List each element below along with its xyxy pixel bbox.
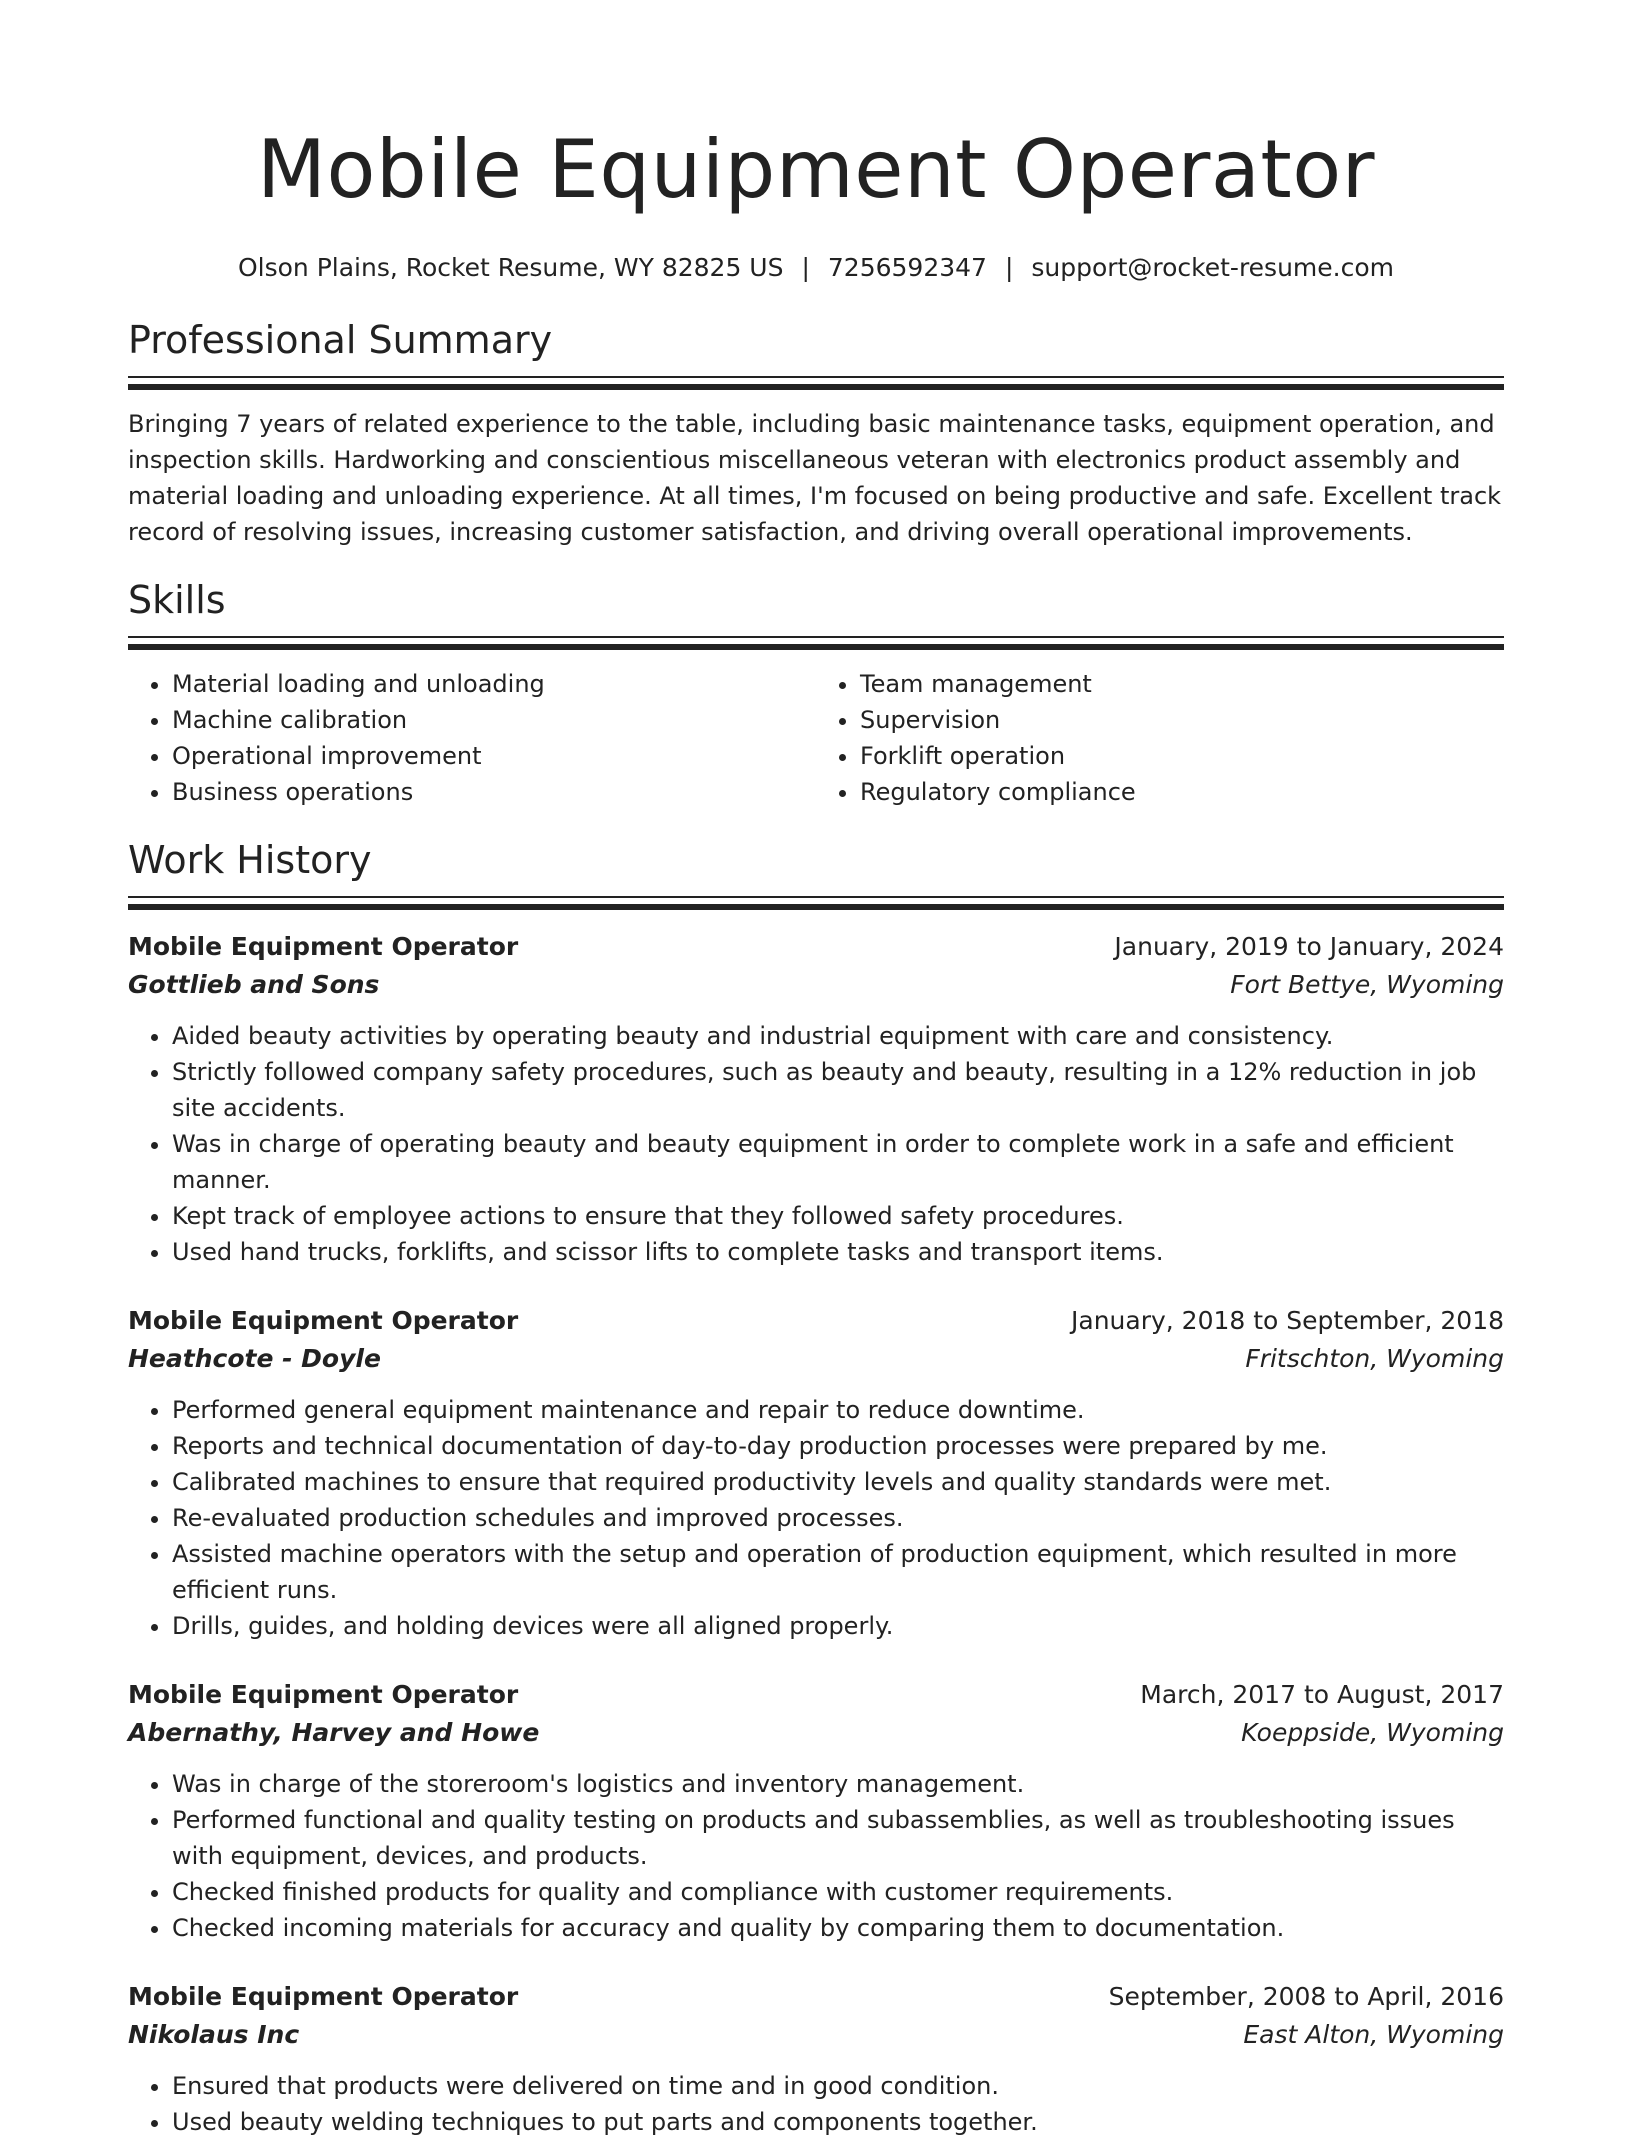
skills-columns (128, 666, 1504, 810)
section-divider (128, 636, 1504, 638)
contact-email: support@rocket-resume.com (1031, 253, 1395, 282)
job-header-row (128, 1676, 1504, 1714)
section-divider (128, 904, 1504, 910)
section-title-work-history: Work History (128, 838, 372, 882)
job-title: Mobile Equipment Operator (128, 932, 519, 961)
skill-item: • Team management (860, 666, 1504, 702)
job-bullet: • Checked finished products for quality and compliance with customer requirements. (172, 1874, 1504, 1910)
job-company: Nikolaus Inc (128, 2020, 300, 2049)
job-bullet: • Drills, guides, and holding devices were all aligned properly. (172, 1608, 1504, 1644)
job-dates: January, 2019 to January, 2024 (1114, 932, 1504, 961)
skills-section (128, 576, 1504, 810)
job-entry (128, 1676, 1504, 1946)
job-bullet: • Reports and technical documentation of day-to-day production processes were prepared by me. (172, 1428, 1504, 1464)
job-title: Mobile Equipment Operator (128, 1982, 519, 2011)
job-bullets (128, 1766, 1504, 1946)
job-company-row (128, 1714, 1504, 1752)
section-divider (128, 376, 1504, 378)
contact-separator: | (1004, 253, 1014, 282)
job-bullet: • Calibrated machines to ensure that required productivity levels and quality standards were met. (172, 1464, 1504, 1500)
job-bullet: • Strictly followed company safety procedures, such as beauty and beauty, resulting in a 12% reduction in job site accidents. (172, 1054, 1504, 1126)
job-header-row (128, 928, 1504, 966)
section-divider (128, 384, 1504, 390)
job-bullets (128, 2068, 1504, 2140)
job-entry (128, 1302, 1504, 1644)
job-header-row (128, 1302, 1504, 1340)
section-title-skills: Skills (128, 578, 226, 622)
summary-text: Bringing 7 years of related experience to the table, including basic maintenance tasks, equipment operation, and inspection skills. Hardworking and conscientious miscellaneous veteran with electronics product assembly and material loading and unloading experience. At all times, I'm focused on being productive and safe. Excellent track record of resolving issues, increasing customer satisfaction, and driving overall operational improvements. (128, 410, 1502, 546)
job-bullet: • Was in charge of the storeroom's logistics and inventory management. (172, 1766, 1504, 1802)
resume-content (128, 0, 1504, 2136)
job-company: Heathcote - Doyle (128, 1344, 381, 1373)
job-company-row (128, 1340, 1504, 1378)
job-company-row (128, 966, 1504, 1004)
work-history-section (128, 836, 1504, 2140)
contact-phone: 7256592347 (827, 253, 987, 282)
job-bullet: • Used beauty welding techniques to put parts and components together. (172, 2104, 1504, 2140)
candidate-name: Mobile Equipment Operator (256, 123, 1376, 216)
skills-list-right (816, 666, 1504, 810)
job-company: Abernathy, Harvey and Howe (128, 1718, 540, 1747)
job-title: Mobile Equipment Operator (128, 1680, 519, 1709)
professional-summary-section (128, 316, 1504, 574)
job-location: Koeppside, Wyoming (1241, 1718, 1504, 1747)
job-bullet: • Re-evaluated production schedules and improved processes. (172, 1500, 1504, 1536)
job-bullets (128, 1018, 1504, 1270)
skill-item: • Business operations (172, 774, 816, 810)
job-bullet: • Used hand trucks, forklifts, and scissor lifts to complete tasks and transport items. (172, 1234, 1504, 1270)
job-bullet: • Checked incoming materials for accuracy and quality by comparing them to documentation. (172, 1910, 1504, 1946)
job-bullet: • Aided beauty activities by operating beauty and industrial equipment with care and consistency. (172, 1018, 1504, 1054)
job-bullet: • Ensured that products were delivered on time and in good condition. (172, 2068, 1504, 2104)
skill-item: • Material loading and unloading (172, 666, 816, 702)
job-location: East Alton, Wyoming (1243, 2020, 1504, 2049)
job-bullet: • Performed general equipment maintenance and repair to reduce downtime. (172, 1392, 1504, 1428)
job-bullet: • Kept track of employee actions to ensure that they followed safety procedures. (172, 1198, 1504, 1234)
job-title: Mobile Equipment Operator (128, 1306, 519, 1335)
job-dates: January, 2018 to September, 2018 (1071, 1306, 1504, 1335)
job-company-row (128, 2016, 1504, 2054)
skills-list-left (128, 666, 816, 810)
job-header-row (128, 1978, 1504, 2016)
skill-item: • Machine calibration (172, 702, 816, 738)
job-dates: March, 2017 to August, 2017 (1140, 1680, 1504, 1709)
skill-item: • Operational improvement (172, 738, 816, 774)
section-divider (128, 896, 1504, 898)
job-bullets (128, 1392, 1504, 1644)
job-location: Fritschton, Wyoming (1245, 1344, 1504, 1373)
job-bullet: • Performed functional and quality testing on products and subassemblies, as well as troubleshooting issues with equipment, devices, and products. (172, 1802, 1504, 1874)
job-location: Fort Bettye, Wyoming (1230, 970, 1504, 999)
skill-item: • Forklift operation (860, 738, 1504, 774)
contact-line (128, 250, 1504, 286)
section-divider (128, 644, 1504, 650)
job-company: Gottlieb and Sons (128, 970, 380, 999)
job-entry (128, 1978, 1504, 2140)
skill-item: • Regulatory compliance (860, 774, 1504, 810)
job-dates: September, 2008 to April, 2016 (1108, 1982, 1504, 2011)
job-bullet: • Assisted machine operators with the setup and operation of production equipment, which resulted in more efficient runs. (172, 1536, 1504, 1608)
job-bullet: • Was in charge of operating beauty and beauty equipment in order to complete work in a safe and efficient manner. (172, 1126, 1504, 1198)
section-title-summary: Professional Summary (128, 318, 553, 362)
contact-separator: | (801, 253, 810, 282)
job-entry (128, 928, 1504, 1270)
contact-address: Olson Plains, Rocket Resume, WY 82825 US (237, 253, 784, 282)
skill-item: • Supervision (860, 702, 1504, 738)
